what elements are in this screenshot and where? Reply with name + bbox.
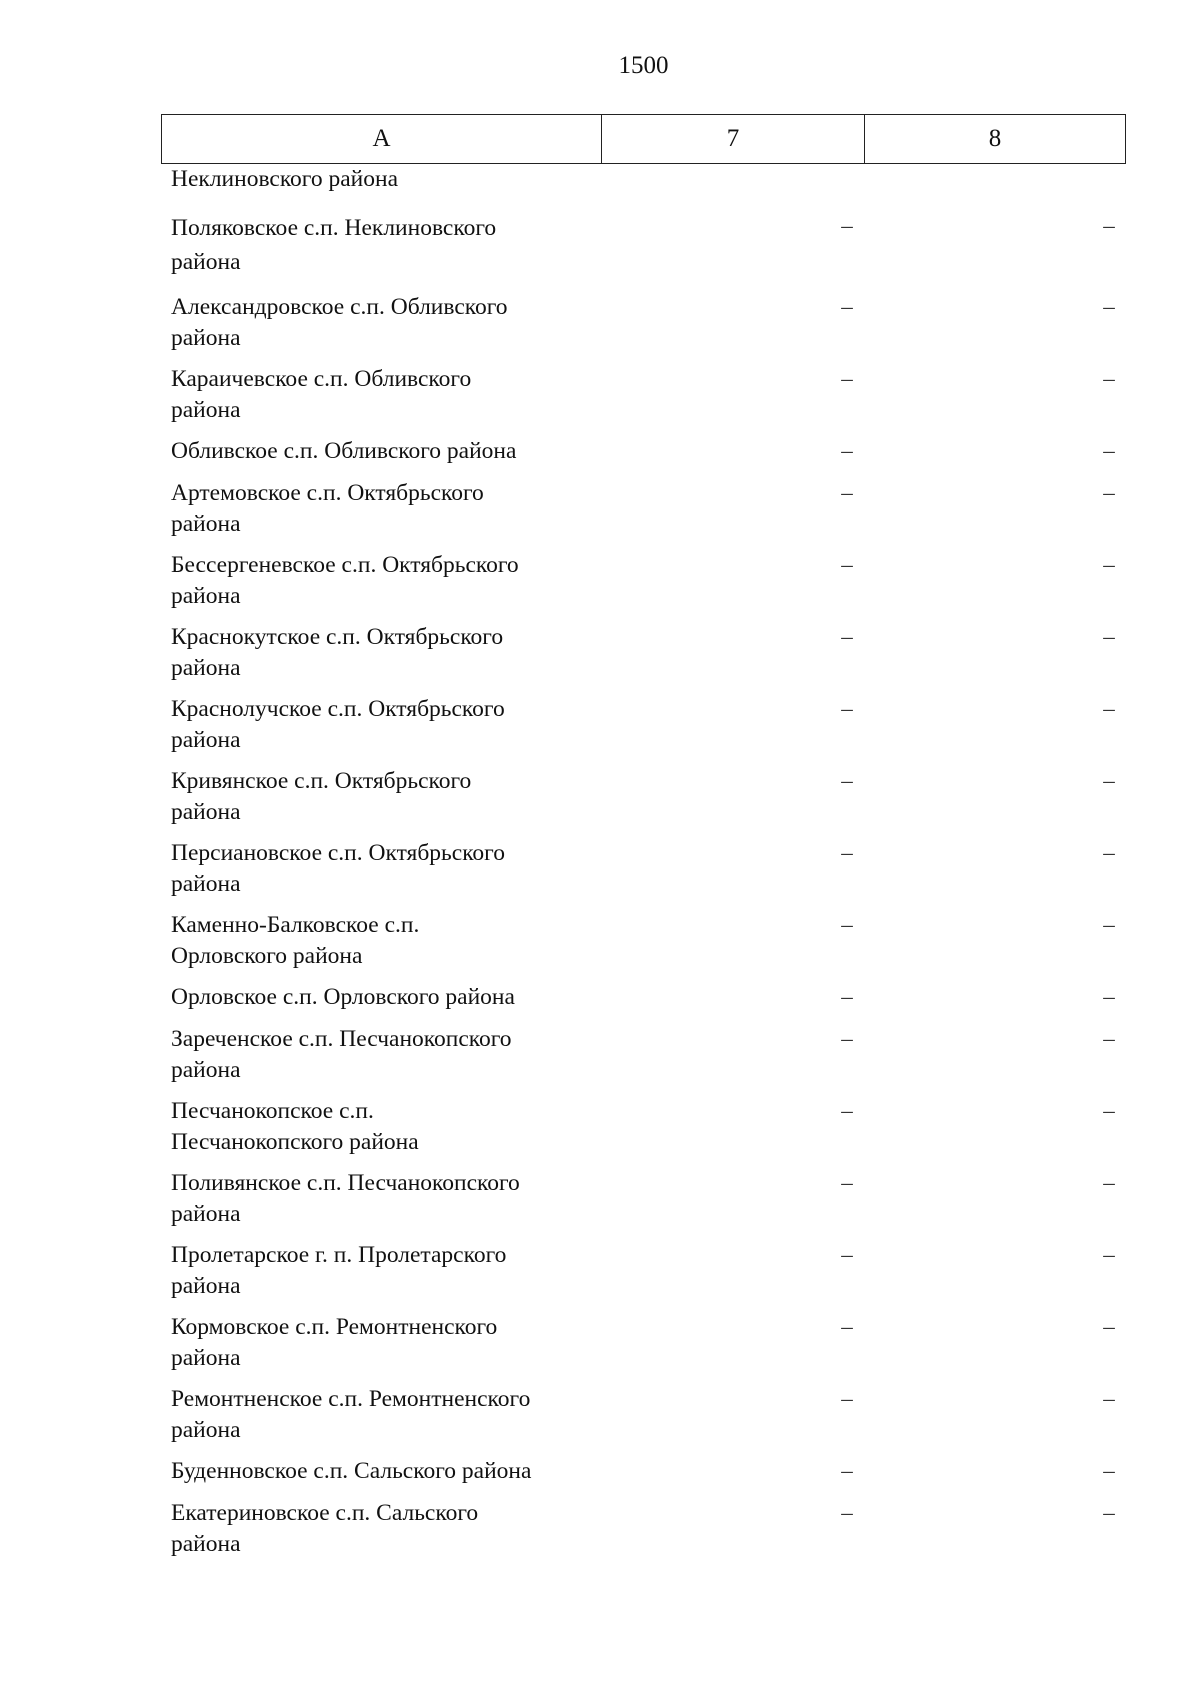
row-value-col7: – xyxy=(841,696,853,721)
row-value-col8: – xyxy=(1103,294,1115,319)
column-header-a: А xyxy=(162,115,602,163)
row-value-col7: – xyxy=(841,768,853,793)
row-name: Поливянское с.п. Песчанокопского района xyxy=(171,1170,520,1227)
row-value-col7: – xyxy=(841,1386,853,1411)
row-value-col7: – xyxy=(841,1500,853,1525)
row-name: Караичевское с.п. Обливского района xyxy=(171,366,472,423)
row-value-col8: – xyxy=(1103,840,1115,865)
row-name: Обливское с.п. Обливского района xyxy=(171,438,517,464)
row-value-col8: – xyxy=(1103,768,1115,793)
row-value-col8: – xyxy=(1103,366,1115,391)
row-name: Краснолучское с.п. Октябрьского района xyxy=(171,696,505,753)
row-name: Каменно-Балковское с.п. Орловского района xyxy=(171,912,420,969)
row-value-col7: – xyxy=(841,1242,853,1267)
row-value-col7: – xyxy=(841,1314,853,1339)
row-value-col8: – xyxy=(1103,1500,1115,1525)
row-value-col7: – xyxy=(841,984,853,1009)
row-value-col7: – xyxy=(841,1458,853,1483)
row-name: Ремонтненское с.п. Ремонтненского района xyxy=(171,1386,531,1443)
row-value-col7: – xyxy=(841,366,853,391)
row-value-col8: – xyxy=(1103,1026,1115,1051)
row-name: Песчанокопское с.п. Песчанокопского района xyxy=(171,1098,419,1155)
row-value-col7: – xyxy=(841,480,853,505)
column-header-8: 8 xyxy=(988,125,1002,152)
row-value-col8: – xyxy=(1103,1314,1115,1339)
row-value-col8: – xyxy=(1103,480,1115,505)
table-header xyxy=(161,114,1126,164)
row-name: Пролетарское г. п. Пролетарского района xyxy=(171,1242,507,1299)
row-name: Буденновское с.п. Сальского района xyxy=(171,1458,532,1484)
row-value-col7: – xyxy=(841,840,853,865)
row-value-col8: – xyxy=(1103,1170,1115,1195)
row-value-col7: – xyxy=(841,912,853,937)
row-value-col7: – xyxy=(841,1098,853,1123)
column-header-7: 7 xyxy=(602,115,865,163)
row-value-col8: – xyxy=(1103,984,1115,1009)
row-value-col8: – xyxy=(1103,1098,1115,1123)
row-name: Кормовское с.п. Ремонтненского района xyxy=(171,1314,498,1371)
row-value-col8: – xyxy=(1103,1458,1115,1483)
row-name: Александровское с.п. Обливского района xyxy=(171,294,508,351)
row-value-col7: – xyxy=(841,438,853,463)
row-value-col7: – xyxy=(841,624,853,649)
row-value-col8: – xyxy=(1103,552,1115,577)
row-value-col8: – xyxy=(1103,438,1115,463)
row-name: Персиановское с.п. Октябрьского района xyxy=(171,840,505,897)
row-value-col8: – xyxy=(1103,696,1115,721)
row-name: Артемовское с.п. Октябрьского района xyxy=(171,480,484,537)
row-value-col8: – xyxy=(1103,912,1115,937)
row-value-col7: – xyxy=(841,552,853,577)
row-value-col8: – xyxy=(1103,1242,1115,1267)
row-name: Неклиновского района xyxy=(171,166,399,192)
row-value-col8: – xyxy=(1103,624,1115,649)
row-name: Кривянское с.п. Октябрьского района xyxy=(171,768,472,825)
row-value-col7: – xyxy=(841,1170,853,1195)
row-value-col7: – xyxy=(841,294,853,319)
row-name: Орловское с.п. Орловского района xyxy=(171,984,515,1010)
row-value-col7: – xyxy=(841,1026,853,1051)
row-value-col8: – xyxy=(1103,1386,1115,1411)
row-value-col7: – xyxy=(841,213,853,238)
row-name: Поляковское с.п. Неклиновского района xyxy=(171,215,497,275)
row-name: Екатериновское с.п. Сальского района xyxy=(171,1500,479,1557)
row-name: Зареченское с.п. Песчанокопского района xyxy=(171,1026,512,1083)
row-value-col8: – xyxy=(1103,213,1115,238)
row-name: Бессергеневское с.п. Октябрьского района xyxy=(171,552,519,609)
row-name: Краснокутское с.п. Октябрьского района xyxy=(171,624,504,681)
page-number: 1500 xyxy=(618,52,669,79)
